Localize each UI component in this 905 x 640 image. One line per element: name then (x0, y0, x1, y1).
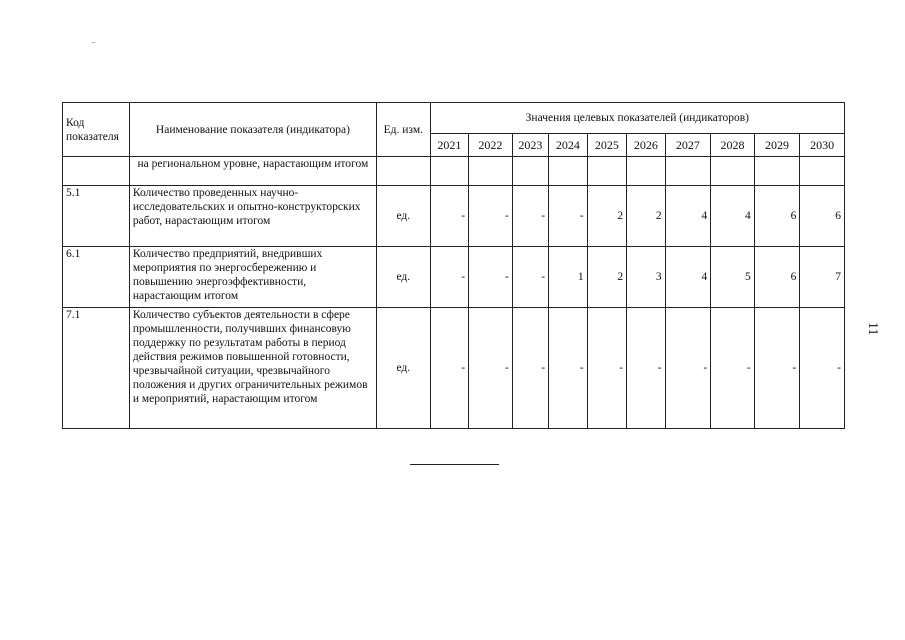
header-year: 2027 (665, 134, 711, 157)
indicator-value: 5 (711, 247, 755, 308)
indicator-value: - (549, 186, 587, 247)
indicator-value: 3 (627, 247, 665, 308)
indicator-value: 1 (549, 247, 587, 308)
indicator-name: Количество предприятий, внедривших мероприятия по энергосбережению и повышению энергоэффективности, нарастающим итогом (129, 247, 376, 308)
indicator-value (665, 157, 711, 186)
header-values-group: Значения целевых показателей (индикаторов) (430, 103, 844, 134)
indicator-unit: ед. (376, 186, 430, 247)
table-row (63, 186, 845, 247)
indicator-unit: ед. (376, 247, 430, 308)
indicator-value: - (587, 308, 627, 429)
indicator-value: - (512, 247, 548, 308)
indicator-value (754, 157, 800, 186)
indicator-value: - (754, 308, 800, 429)
indicator-value: - (469, 247, 513, 308)
indicator-unit: ед. (376, 308, 430, 429)
indicator-value: - (469, 308, 513, 429)
header-year: 2024 (549, 134, 587, 157)
header-year: 2028 (711, 134, 755, 157)
indicator-code: 6.1 (63, 247, 130, 308)
indicator-code (63, 157, 130, 186)
indicator-value: 6 (754, 247, 800, 308)
indicator-value (430, 157, 468, 186)
indicator-value: 2 (587, 247, 627, 308)
indicator-value: - (549, 308, 587, 429)
indicator-value: - (800, 308, 845, 429)
indicator-code: 5.1 (63, 186, 130, 247)
indicator-unit (376, 157, 430, 186)
indicator-value: - (665, 308, 711, 429)
indicators-table (62, 102, 845, 429)
indicator-value: - (430, 308, 468, 429)
indicator-value: - (469, 186, 513, 247)
indicator-value: 6 (754, 186, 800, 247)
indicator-value (469, 157, 513, 186)
indicator-value: - (430, 247, 468, 308)
indicator-value (627, 157, 665, 186)
indicator-value (800, 157, 845, 186)
header-row (63, 103, 845, 134)
indicator-value (711, 157, 755, 186)
indicator-name: Количество проведенных научно-исследовательских и опытно-конструкторских работ, нарастающим итогом (129, 186, 376, 247)
indicator-value: - (430, 186, 468, 247)
indicator-value: - (512, 186, 548, 247)
indicator-value: 4 (711, 186, 755, 247)
table-row (63, 157, 845, 186)
header-year: 2021 (430, 134, 468, 157)
indicator-value: - (711, 308, 755, 429)
table-row (63, 308, 845, 429)
indicator-value: - (627, 308, 665, 429)
header-year: 2022 (469, 134, 513, 157)
header-year: 2029 (754, 134, 800, 157)
indicator-value (549, 157, 587, 186)
table-row (63, 247, 845, 308)
indicator-value (587, 157, 627, 186)
indicator-code: 7.1 (63, 308, 130, 429)
indicator-value: 4 (665, 247, 711, 308)
scan-mark (92, 42, 95, 43)
indicator-value: 6 (800, 186, 845, 247)
indicator-name: Количество субъектов деятельности в сфере промышленности, получивших финансовую поддержку по результатам работы в период действия режимов повышенной готовности, чрезвычайной ситуации, чрезвычайного положения и других ограничительных режимов и мероприятий, нарастающим итогом (129, 308, 376, 429)
header-name: Наименование показателя (индикатора) (129, 103, 376, 157)
header-year: 2023 (512, 134, 548, 157)
indicator-value: 2 (587, 186, 627, 247)
header-year: 2030 (800, 134, 845, 157)
indicator-value: - (512, 308, 548, 429)
header-unit: Ед. изм. (376, 103, 430, 157)
header-year: 2025 (587, 134, 627, 157)
indicator-value: 4 (665, 186, 711, 247)
indicator-value: 7 (800, 247, 845, 308)
separator-line (410, 464, 499, 465)
indicator-value: 2 (627, 186, 665, 247)
indicator-name: на региональном уровне, нарастающим итогом (129, 157, 376, 186)
header-year: 2026 (627, 134, 665, 157)
indicator-value (512, 157, 548, 186)
header-code: Код показателя (63, 103, 130, 157)
page-number: 11 (865, 322, 880, 336)
